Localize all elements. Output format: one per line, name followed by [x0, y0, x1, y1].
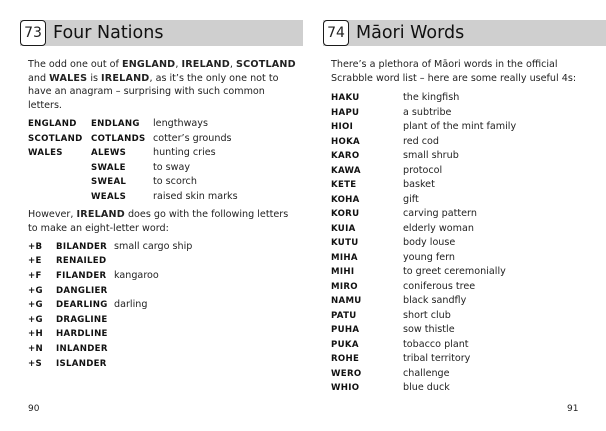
section-number-box: 73: [20, 20, 46, 46]
intro-paragraph: There’s a plethora of Māori words in the official Scrabble word list – here are some really useful 4s:: [331, 59, 577, 84]
page-number: 90: [28, 404, 40, 414]
section-title: Four Nations: [53, 23, 164, 43]
section-number-box: 74: [323, 20, 349, 46]
intro-paragraph: The odd one out of ENGLAND, IRELAND, SCOTLAND and WALES is IRELAND, as it’s the only one not to have an anagram – surprising with such common letters.: [28, 59, 296, 111]
however-paragraph: However, IRELAND does go with the following letters to make an eight-letter word:: [28, 209, 289, 234]
section-header-74: [323, 20, 606, 46]
right-page: 74 Māori Words There’s a plethora of Māori words in the official Scrabble word list – here are some really useful 4s: HAKU the kingfish HAPU a subtribe HIOI plant of the mint family HOKA red cod KARO small shrub KAWA protocol KETE basket KOHA gift KORU carving pattern KUIA elderly woman KUTU body louse MIHA young fern MIHI to greet ceremonially MIRO coniferous tree NAMU black sandfly PATU short club PUHA sow thistle PUKA tobacco plant ROHE tribal territory WERO challenge WHIO blue duck 91: [303, 0, 606, 431]
left-page: 73 Four Nations The odd one out of ENGLAND, IRELAND, SCOTLAND and WALES is IRELAND, as it’s the only one not to have an anagram – surprising with such common letters. ENGLAND ENDLANG lengthways SCOTLAND COTLANDS cotter’s grounds WALES ALEWS hunting cries SWALE to sway SWEAL to scorch WEALS raised skin marks However, IRELAND does go with the following letters to make an eight-letter word: +B BILANDER small cargo ship +E RENAILED +F FILANDER kangaroo +G DANGLIER +G DEARLING darling +G DRAGLINE +H HARDLINE +N INLANDER +S ISLANDER 90: [0, 0, 303, 431]
page-number: 91: [567, 404, 579, 414]
section-title: Māori Words: [356, 23, 465, 43]
section-header-73: [20, 20, 303, 46]
